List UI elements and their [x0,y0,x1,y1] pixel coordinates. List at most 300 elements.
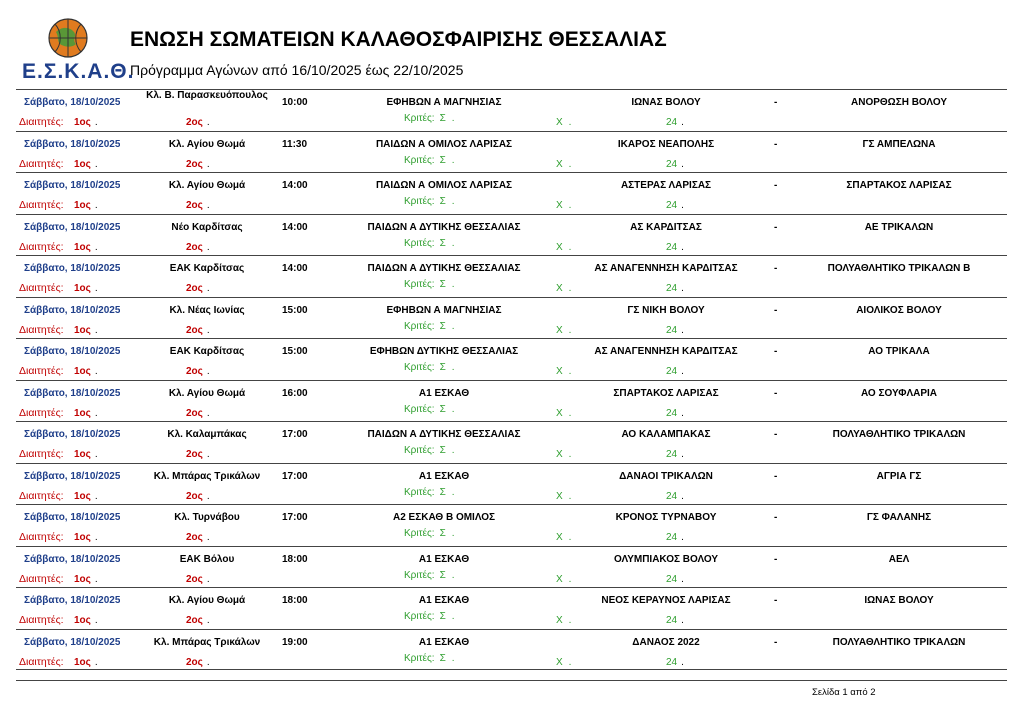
referee-1-label: 1ος [74,656,91,668]
match-row [16,338,1007,380]
judges-label: Κριτές: [404,196,435,207]
judges-label: Κριτές: [404,652,435,664]
timekeeper-label: Χ [556,656,563,668]
scorer-value: . [451,237,455,249]
away-team: ΠΟΛΥΑΘΛΗΤΙΚΟ ΤΡΙΚΑΛΩΝ Β [827,263,971,274]
shot-clock-label: 24 [666,407,678,419]
match-time: 18:00 [282,553,308,565]
timekeeper [556,159,571,170]
shot-clock [666,657,684,668]
home-team: ΙΩΝΑΣ ΒΟΛΟΥ [631,97,701,108]
referee-2-label: 2ος [186,573,203,585]
referee-1 [74,325,98,336]
timekeeper-value: . [568,490,572,502]
referee-2-value: . [206,366,210,377]
match-date: Σάββατο, 18/10/2025 [24,512,121,523]
referee-2-value: . [206,656,210,668]
shot-clock [666,283,684,294]
timekeeper-label: Χ [556,241,563,253]
referee-2-value: . [206,200,210,211]
match-time: 15:00 [282,304,308,316]
away-team: ΠΟΛΥΑΘΛΗΤΙΚΟ ΤΡΙΚΑΛΩΝ [832,429,966,440]
timekeeper [556,283,571,294]
referee-2 [186,366,210,377]
match-row [16,546,1007,588]
referee-1 [74,200,98,211]
scorer-value: . [451,113,455,124]
match-date: Σάββατο, 18/10/2025 [24,180,121,191]
home-team: ΙΚΑΡΟΣ ΝΕΑΠΟΛΗΣ [617,138,715,150]
referee-1-value: . [94,200,98,211]
scorer-value: . [451,569,455,581]
referee-2 [186,449,210,460]
scorer-value: . [451,611,455,622]
timekeeper-label: Χ [556,200,563,211]
referee-2 [186,574,210,585]
timekeeper-value: . [568,656,572,668]
versus-dash: - [774,263,778,274]
match-time: 15:00 [282,346,308,357]
match-time: 16:00 [282,387,308,399]
judges [404,653,455,664]
versus-dash: - [774,553,778,565]
shot-clock-value: . [681,241,684,253]
shot-clock-value: . [681,200,684,211]
referee-1-label: 1ος [74,615,91,626]
referees-label: Διαιτητές: [19,365,64,377]
timekeeper [556,657,571,668]
timekeeper-label: Χ [556,324,563,336]
match-venue: Κλ. Νέας Ιωνίας [169,304,245,316]
shot-clock [666,200,684,211]
versus-dash: - [774,304,778,316]
shot-clock-label: 24 [666,449,678,460]
match-venue: Κλ. Τυρνάβου [174,512,240,523]
match-competition: ΠΑΙΔΩΝ Α ΟΜΙΛΟΣ ΛΑΡΙΣΑΣ [375,180,513,191]
referee-1-label: 1ος [74,449,91,460]
match-date: Σάββατο, 18/10/2025 [24,138,121,150]
match-venue: Κλ. Αγίου Θωμά [168,180,246,191]
home-team: ΑΣ ΑΝΑΓΕΝΝΗΣΗ ΚΑΡΔΙΤΣΑΣ [594,263,738,274]
referee-1 [74,657,98,668]
referees-label: Διαιτητές: [19,655,64,668]
referee-1 [74,283,98,294]
shot-clock [666,491,684,502]
shot-clock-label: 24 [666,117,678,128]
judges-label: Κριτές: [404,320,435,332]
versus-dash: - [774,470,778,482]
scorer-value: . [451,279,455,290]
judges-label: Κριτές: [404,569,435,581]
referee-2 [186,117,210,128]
away-team: ΠΟΛΥΑΘΛΗΤΙΚΟ ΤΡΙΚΑΛΩΝ [832,636,966,648]
match-date: Σάββατο, 18/10/2025 [24,304,121,316]
referees-label: Διαιτητές: [19,323,64,336]
away-team: ΑΟ ΤΡΙΚΑΛΑ [868,346,930,357]
timekeeper [556,242,571,253]
footer-divider [16,680,1007,681]
referee-1-value: . [94,573,98,585]
referee-2 [186,491,210,502]
timekeeper [556,200,571,211]
referee-1-label: 1ος [74,241,91,253]
referee-1-value: . [94,449,98,460]
shot-clock-value: . [681,656,684,668]
judges [404,487,455,498]
referee-2 [186,615,210,626]
referee-2 [186,159,210,170]
shot-clock-value: . [681,449,684,460]
scorer-label: Σ [439,528,446,539]
referee-1 [74,366,98,377]
timekeeper-label: Χ [556,490,563,502]
versus-dash: - [774,138,778,150]
shot-clock-label: 24 [666,158,678,170]
match-competition: Α1 ΕΣΚΑΘ [418,636,470,648]
referee-2 [186,408,210,419]
timekeeper [556,574,571,585]
referee-1 [74,532,98,543]
timekeeper-label: Χ [556,573,563,585]
versus-dash: - [774,387,778,399]
referee-2-value: . [206,117,210,128]
timekeeper-label: Χ [556,532,563,543]
shot-clock [666,408,684,419]
timekeeper-value: . [568,324,572,336]
referees-label: Διαιτητές: [19,406,64,419]
match-row [16,89,1007,131]
scorer-value: . [451,528,455,539]
page-subtitle: Πρόγραμμα Αγώνων από 16/10/2025 έως 22/10/2025 [130,62,464,78]
match-competition: ΠΑΙΔΩΝ Α ΟΜΙΛΟΣ ΛΑΡΙΣΑΣ [375,138,513,150]
shot-clock-label: 24 [666,200,678,211]
referee-2-label: 2ος [186,407,203,419]
referee-2-label: 2ος [186,490,203,502]
referee-2-value: . [206,158,210,170]
shot-clock-label: 24 [666,366,678,377]
referee-1-value: . [94,283,98,294]
judges [404,404,455,415]
judges-label: Κριτές: [404,237,435,249]
match-row [16,504,1007,546]
referees-label: Διαιτητές: [19,448,64,460]
referee-1 [74,408,98,419]
judges-label: Κριτές: [404,611,435,622]
match-date: Σάββατο, 18/10/2025 [24,346,121,357]
match-venue: Κλ. Αγίου Θωμά [168,387,246,399]
referee-2-value: . [206,407,210,419]
judges-label: Κριτές: [404,279,435,290]
match-venue: Κλ. Μπάρας Τρικάλων [153,470,261,482]
scorer-value: . [451,486,455,498]
scorer-label: Σ [439,279,446,290]
shot-clock-value: . [681,117,684,128]
referee-2-value: . [206,490,210,502]
timekeeper-value: . [568,449,572,460]
referee-2 [186,325,210,336]
referee-1-value: . [94,158,98,170]
judges [404,570,455,581]
scorer-label: Σ [439,196,446,207]
referee-2-label: 2ος [186,532,203,543]
home-team: ΑΣ ΚΑΡΔΙΤΣΑΣ [630,221,702,233]
judges-label: Κριτές: [404,486,435,498]
shot-clock-value: . [681,158,684,170]
match-time: 17:00 [282,470,308,482]
page-number: Σελίδα 1 από 2 [812,687,876,698]
match-competition: ΠΑΙΔΩΝ Α ΔΥΤΙΚΗΣ ΘΕΣΣΑΛΙΑΣ [367,429,521,440]
referee-1-label: 1ος [74,366,91,377]
match-competition: Α1 ΕΣΚΑΘ [418,470,470,482]
home-team: ΑΟ ΚΑΛΑΜΠΑΚΑΣ [621,429,711,440]
timekeeper [556,117,571,128]
referees-label: Διαιτητές: [19,240,64,253]
judges [404,238,455,249]
judges [404,155,455,166]
shot-clock-value: . [681,573,684,585]
versus-dash: - [774,180,778,191]
referee-1-value: . [94,615,98,626]
timekeeper-value: . [568,158,572,170]
home-team: ΚΡΟΝΟΣ ΤΥΡΝΑΒΟΥ [615,512,717,523]
referee-1-label: 1ος [74,158,91,170]
referees-label: Διαιτητές: [19,116,64,128]
match-row [16,131,1007,173]
scorer-label: Σ [439,569,446,581]
away-team: ΓΣ ΑΜΠΕΛΩΝΑ [862,138,936,150]
away-team: ΣΠΑΡΤΑΚΟΣ ΛΑΡΙΣΑΣ [846,180,952,191]
referee-1-label: 1ος [74,324,91,336]
away-team: ΑΓΡΙΑ ΓΣ [876,470,922,482]
referee-2-label: 2ος [186,200,203,211]
timekeeper-label: Χ [556,449,563,460]
referee-1 [74,491,98,502]
away-team: ΑΟ ΣΟΥΦΛΑΡΙΑ [860,387,938,399]
referee-1-value: . [94,490,98,502]
match-row [16,172,1007,214]
shot-clock [666,532,684,543]
referee-2-label: 2ος [186,241,203,253]
shot-clock [666,117,684,128]
referee-2-label: 2ος [186,117,203,128]
referee-2-label: 2ος [186,615,203,626]
match-venue: ΕΑΚ Καρδίτσας [169,263,245,274]
timekeeper-label: Χ [556,407,563,419]
timekeeper [556,615,571,626]
timekeeper [556,325,571,336]
page-title: ΕΝΩΣΗ ΣΩΜΑΤΕΙΩΝ ΚΑΛΑΘΟΣΦΑΙΡΙΣΗΣ ΘΕΣΣΑΛΙΑΣ [130,28,667,51]
referees-label: Διαιτητές: [19,531,64,543]
judges-label: Κριτές: [404,154,435,166]
referees-label: Διαιτητές: [19,489,64,502]
referee-2-label: 2ος [186,449,203,460]
match-competition: ΕΦΗΒΩΝ Α ΜΑΓΝΗΣΙΑΣ [386,97,502,108]
shot-clock [666,574,684,585]
shot-clock [666,159,684,170]
match-venue: Νέο Καρδίτσας [171,221,243,233]
versus-dash: - [774,97,778,108]
judges [404,611,455,622]
match-date: Σάββατο, 18/10/2025 [24,470,121,482]
match-competition: ΕΦΗΒΩΝ ΔΥΤΙΚΗΣ ΘΕΣΣΑΛΙΑΣ [369,346,519,357]
timekeeper-value: . [568,532,572,543]
judges-label: Κριτές: [404,403,435,415]
match-row [16,297,1007,339]
referee-1-value: . [94,656,98,668]
referees-label: Διαιτητές: [19,199,64,211]
match-row [16,629,1007,671]
judges-label: Κριτές: [404,113,435,124]
timekeeper-label: Χ [556,158,563,170]
match-time: 14:00 [282,221,308,233]
timekeeper-value: . [568,366,572,377]
referee-2 [186,200,210,211]
match-venue: Κλ. Β. Παρασκευόπουλος [146,90,268,101]
referee-1-label: 1ος [74,532,91,543]
match-date: Σάββατο, 18/10/2025 [24,429,121,440]
referee-1 [74,449,98,460]
referee-2-value: . [206,324,210,336]
timekeeper-value: . [568,615,572,626]
shot-clock-label: 24 [666,241,678,253]
timekeeper-value: . [568,283,572,294]
home-team: ΔΑΝΑΟΙ ΤΡΙΚΑΛΩΝ [619,470,713,482]
referee-1-label: 1ος [74,117,91,128]
match-venue: ΕΑΚ Καρδίτσας [169,346,245,357]
referee-1-value: . [94,366,98,377]
referee-1-value: . [94,117,98,128]
timekeeper [556,366,571,377]
referee-1-label: 1ος [74,490,91,502]
timekeeper-label: Χ [556,615,563,626]
match-time: 17:00 [282,429,308,440]
shot-clock-value: . [681,532,684,543]
shot-clock [666,615,684,626]
home-team: ΣΠΑΡΤΑΚΟΣ ΛΑΡΙΣΑΣ [613,387,719,399]
home-team: ΔΑΝΑΟΣ 2022 [632,636,700,648]
judges-label: Κριτές: [404,528,435,539]
versus-dash: - [774,636,778,648]
versus-dash: - [774,221,778,233]
match-venue: Κλ. Μπάρας Τρικάλων [153,636,261,648]
shot-clock-label: 24 [666,656,678,668]
logo-text: Ε.Σ.Κ.Α.Θ. [22,60,135,83]
eskath-logo [22,18,135,84]
away-team: ΑΕ ΤΡΙΚΑΛΩΝ [864,221,934,233]
shot-clock-label: 24 [666,283,678,294]
timekeeper-value: . [568,200,572,211]
match-venue: Κλ. Καλαμπάκας [167,429,247,440]
match-competition: Α1 ΕΣΚΑΘ [418,387,470,399]
shot-clock-value: . [681,324,684,336]
scorer-value: . [451,362,455,373]
referee-1-value: . [94,532,98,543]
versus-dash: - [774,429,778,440]
referee-1-value: . [94,407,98,419]
scorer-label: Σ [439,320,446,332]
timekeeper-label: Χ [556,283,563,294]
shot-clock-value: . [681,407,684,419]
referee-1 [74,159,98,170]
referee-2 [186,657,210,668]
match-time: 18:00 [282,595,308,606]
referee-2-value: . [206,615,210,626]
shot-clock-value: . [681,283,684,294]
timekeeper-value: . [568,241,572,253]
match-time: 17:00 [282,512,308,523]
timekeeper-value: . [568,573,572,585]
shot-clock-label: 24 [666,573,678,585]
away-team: ΑΝΟΡΘΩΣΗ ΒΟΛΟΥ [851,97,947,108]
home-team: ΑΣ ΑΝΑΓΕΝΝΗΣΗ ΚΑΡΔΙΤΣΑΣ [594,346,738,357]
match-venue: Κλ. Αγίου Θωμά [168,138,246,150]
scorer-label: Σ [439,486,446,498]
scorer-label: Σ [439,237,446,249]
scorer-label: Σ [439,652,446,664]
referee-2-label: 2ος [186,283,203,294]
match-time: 10:00 [282,97,308,108]
match-date: Σάββατο, 18/10/2025 [24,636,121,648]
shot-clock-label: 24 [666,615,678,626]
versus-dash: - [774,346,778,357]
referee-2 [186,283,210,294]
referee-2 [186,532,210,543]
scorer-value: . [451,154,455,166]
referee-2-value: . [206,573,210,585]
shot-clock-label: 24 [666,532,678,543]
match-date: Σάββατο, 18/10/2025 [24,221,121,233]
referee-1-label: 1ος [74,283,91,294]
judges [404,445,455,456]
referee-2-label: 2ος [186,656,203,668]
scorer-value: . [451,320,455,332]
judges [404,528,455,539]
match-row [16,421,1007,463]
scorer-label: Σ [439,611,446,622]
match-competition: Α2 ΕΣΚΑΘ Β ΟΜΙΛΟΣ [392,512,496,523]
referee-1 [74,117,98,128]
match-competition: Α1 ΕΣΚΑΘ [418,595,470,606]
referee-1 [74,615,98,626]
timekeeper [556,449,571,460]
match-venue: ΕΑΚ Βόλου [179,553,235,565]
match-time: 19:00 [282,636,308,648]
judges [404,362,455,373]
match-competition: Α1 ΕΣΚΑΘ [418,553,470,565]
shot-clock [666,366,684,377]
referee-1-label: 1ος [74,407,91,419]
scorer-value: . [451,445,455,456]
referee-1 [74,574,98,585]
home-team: ΟΛΥΜΠΙΑΚΟΣ ΒΟΛΟΥ [613,553,719,565]
match-date: Σάββατο, 18/10/2025 [24,387,121,399]
match-competition: ΠΑΙΔΩΝ Α ΔΥΤΙΚΗΣ ΘΕΣΣΑΛΙΑΣ [367,263,521,274]
judges [404,113,455,124]
referee-1-value: . [94,241,98,253]
match-date: Σάββατο, 18/10/2025 [24,595,121,606]
away-team: ΑΙΟΛΙΚΟΣ ΒΟΛΟΥ [856,304,942,316]
shot-clock-value: . [681,615,684,626]
timekeeper [556,408,571,419]
home-team: ΓΣ ΝΙΚΗ ΒΟΛΟΥ [627,304,705,316]
timekeeper-value: . [568,407,572,419]
referee-2 [186,242,210,253]
scorer-value: . [451,403,455,415]
referees-label: Διαιτητές: [19,614,64,626]
match-row [16,587,1007,629]
away-team: ΓΣ ΦΑΛΑΝΗΣ [866,512,932,523]
versus-dash: - [774,512,778,523]
